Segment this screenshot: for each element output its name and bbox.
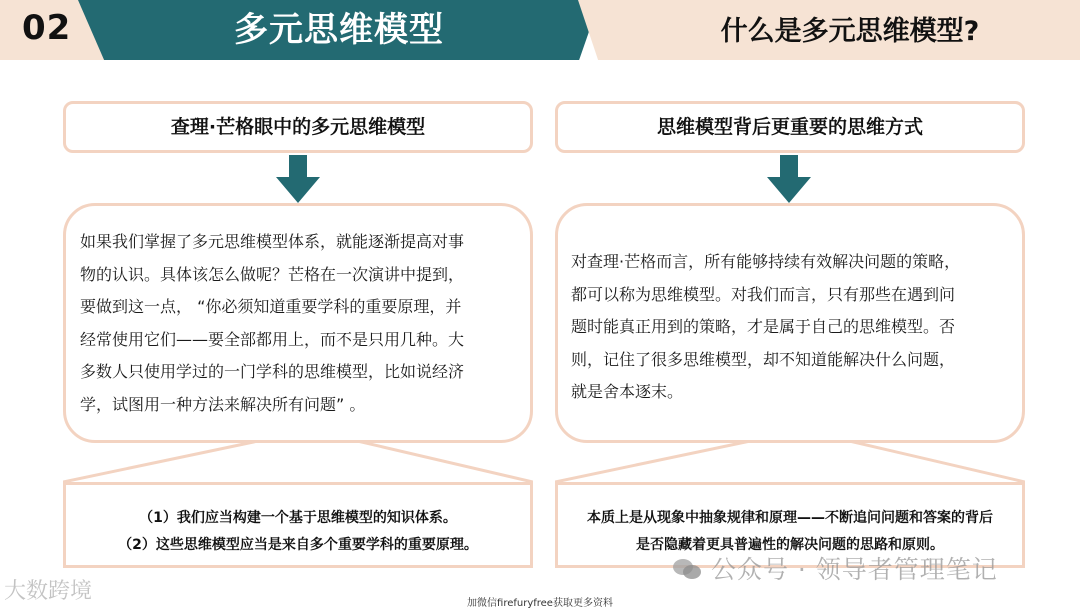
left-body-line: 要做到这一点， “你必须知道重要学科的重要原理，并	[80, 297, 462, 316]
right-funnel-connector	[555, 440, 1025, 484]
right-body	[571, 246, 960, 409]
footnote: 加微信firefuryfree获取更多资料	[467, 598, 613, 609]
left-summary-line: （2）这些思维模型应当是来自多个重要学科的重要原理。	[118, 537, 478, 553]
arrow-down-icon	[276, 155, 320, 203]
arrow-down-icon	[767, 155, 811, 203]
watermark-left-text: 大数跨境	[4, 579, 93, 604]
right-heading: 思维模型背后更重要的思维方式	[656, 116, 923, 138]
left-body-line: 经常使用它们——要全部都用上，而不是只用几种。大	[80, 329, 465, 349]
right-body-line: 对查理·芒格而言，所有能够持续有效解决问题的策略，	[571, 252, 961, 271]
right-body-line: 都可以称为思维模型。对我们而言，只有那些在遇到问	[571, 284, 956, 304]
page-subtitle: 什么是多元思维模型?	[720, 16, 980, 47]
right-summary-line: 是否隐藏着更具普遍性的解决问题的思路和原则。	[636, 537, 944, 553]
watermark-right	[672, 550, 998, 586]
left-body	[80, 226, 464, 421]
watermark-right-text: 公众号 · 领导者管理笔记	[710, 555, 998, 584]
right-body-line: 则，记住了很多思维模型，却不知道能解决什么问题，	[571, 349, 956, 369]
page-title: 多元思维模型	[234, 10, 444, 50]
left-heading-box	[63, 101, 533, 153]
left-heading: 查理·芒格眼中的多元思维模型	[170, 116, 426, 138]
left-body-line: 物的认识。具体该怎么做呢？芒格在一次演讲中提到，	[80, 264, 465, 284]
section-number: 02	[22, 8, 72, 48]
wechat-icon	[672, 557, 702, 581]
right-heading-box	[555, 101, 1025, 153]
left-body-line: 学，试图用一种方法来解决所有问题” 。	[80, 394, 366, 414]
left-summary-line: （1）我们应当构建一个基于思维模型的知识体系。	[139, 510, 457, 526]
right-summary-line: 本质上是从现象中抽象规律和原理——不断追问问题和答案的背后	[587, 510, 993, 526]
right-body-line: 题时能真正用到的策略，才是属于自己的思维模型。否	[571, 317, 956, 336]
left-body-line: 如果我们掌握了多元思维模型体系，就能逐渐提高对事	[80, 232, 465, 251]
left-body-line: 多数人只使用学过的一门学科的思维模型，比如说经济	[80, 362, 465, 381]
right-body-line: 就是舍本逐末。	[571, 382, 684, 401]
left-funnel-connector	[63, 440, 533, 484]
